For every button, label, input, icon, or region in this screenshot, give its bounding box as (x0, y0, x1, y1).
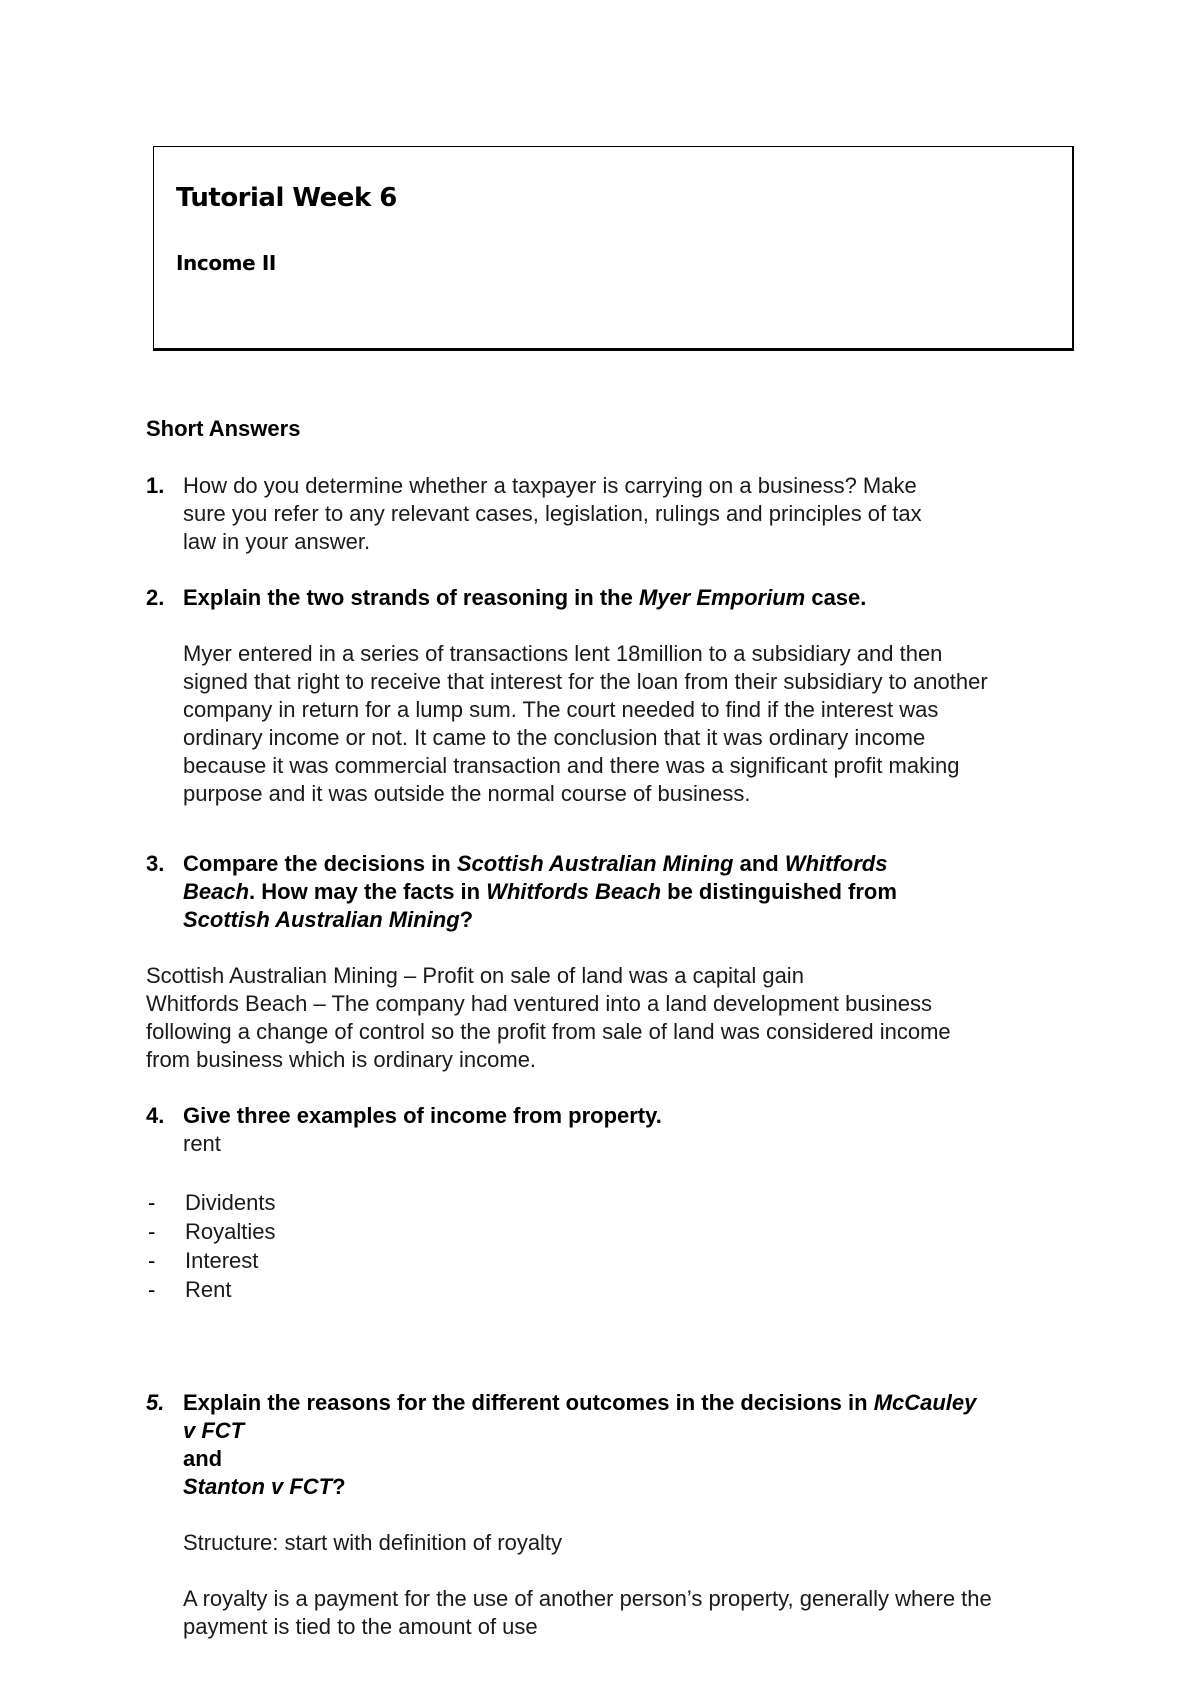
q3-text: be distinguished from (661, 879, 897, 904)
q5-definition (183, 1585, 992, 1641)
q2-number: 2. (146, 585, 165, 610)
bullet-dash: - (148, 1190, 156, 1215)
q3-text: ? (459, 907, 474, 932)
q3-case-name: Beach (183, 879, 250, 904)
q3-question-line (183, 878, 897, 906)
q3-text: Compare the decisions in (183, 851, 457, 876)
q1-line: law in your answer. (183, 529, 371, 554)
q2-answer-line: purpose and it was outside the normal course of business. (183, 781, 751, 806)
q5-question (183, 1389, 976, 1501)
q5-text: Explain the reasons for the different outcomes in the decisions in (183, 1390, 874, 1415)
q3-question-line (183, 906, 897, 934)
q4-list-item: Dividents (185, 1190, 276, 1215)
q2-answer-line: company in return for a lump sum. The court needed to find if the interest was (183, 697, 939, 722)
q3-number: 3. (146, 851, 165, 876)
title-box (153, 146, 1074, 351)
q2-answer (183, 640, 988, 808)
tutorial-title: Tutorial Week 6 (176, 183, 397, 213)
q3-answer-line: following a change of control so the profit from sale of land was considered income (146, 1019, 951, 1044)
q4-answer-first: rent (183, 1131, 221, 1156)
q2-answer-line: because it was commercial transaction and there was a significant profit making (183, 753, 960, 778)
q3-text: . How may the facts in (249, 879, 487, 904)
q2-answer-line: signed that right to receive that interest for the loan from their subsidiary to another (183, 669, 988, 694)
q3-text: and (733, 851, 785, 876)
q5-number: 5. (146, 1390, 165, 1415)
q3-question (183, 850, 897, 934)
q5-text: ? (332, 1474, 346, 1499)
q2-question (183, 584, 866, 612)
q3-answer-line: Whitfords Beach – The company had ventured into a land development business (146, 991, 932, 1016)
q3-question-line (183, 850, 897, 878)
bullet-dash: - (148, 1277, 156, 1302)
q3-case-name: Scottish Australian Mining (183, 907, 460, 932)
q5-definition-line: payment is tied to the amount of use (183, 1614, 538, 1639)
q1-number: 1. (146, 473, 165, 498)
q2-question-part: case. (805, 585, 867, 610)
q1-question (183, 472, 922, 556)
q3-answer-line: from business which is ordinary income. (146, 1047, 537, 1072)
bullet-dash: - (148, 1219, 156, 1244)
q2-answer-line: ordinary income or not. It came to the conclusion that it was ordinary income (183, 725, 926, 750)
q5-case-name: Stanton v FCT (183, 1474, 333, 1499)
q3-case-name: Whitfords (784, 851, 888, 876)
q2-case-name: Myer Emporium (638, 585, 806, 610)
q3-answer-line: Scottish Australian Mining – Profit on sale of land was a capital gain (146, 963, 804, 988)
q2-question-part: Explain the two strands of reasoning in the (183, 585, 639, 610)
q4-list-item: Interest (185, 1248, 259, 1273)
q3-case-name: Scottish Australian Mining (456, 851, 734, 876)
q5-question-line (183, 1389, 976, 1417)
q1-line: How do you determine whether a taxpayer is carrying on a business? Make (183, 473, 917, 498)
q5-question-line (183, 1417, 976, 1445)
q4-list-item: Rent (185, 1277, 232, 1302)
q4-question: Give three examples of income from property. (183, 1103, 662, 1128)
q4-number: 4. (146, 1103, 165, 1128)
bullet-dash: - (148, 1248, 156, 1273)
q2-answer-line: Myer entered in a series of transactions lent 18million to a subsidiary and then (183, 641, 943, 666)
q5-case-name: McCauley (873, 1390, 977, 1415)
q3-answer (146, 962, 951, 1074)
section-title: Short Answers (146, 416, 301, 441)
q4-list-item: Royalties (185, 1219, 276, 1244)
q1-line: sure you refer to any relevant cases, legislation, rulings and principles of tax (183, 501, 922, 526)
q5-case-name: v FCT (183, 1418, 245, 1443)
tutorial-subtitle: Income II (176, 251, 276, 275)
q5-question-line: and (183, 1446, 223, 1471)
q5-definition-line: A royalty is a payment for the use of another person’s property, generally where the (183, 1586, 992, 1611)
q5-structure: Structure: start with definition of royalty (183, 1530, 563, 1555)
q5-question-line (183, 1473, 976, 1501)
q3-case-name: Whitfords Beach (486, 879, 662, 904)
